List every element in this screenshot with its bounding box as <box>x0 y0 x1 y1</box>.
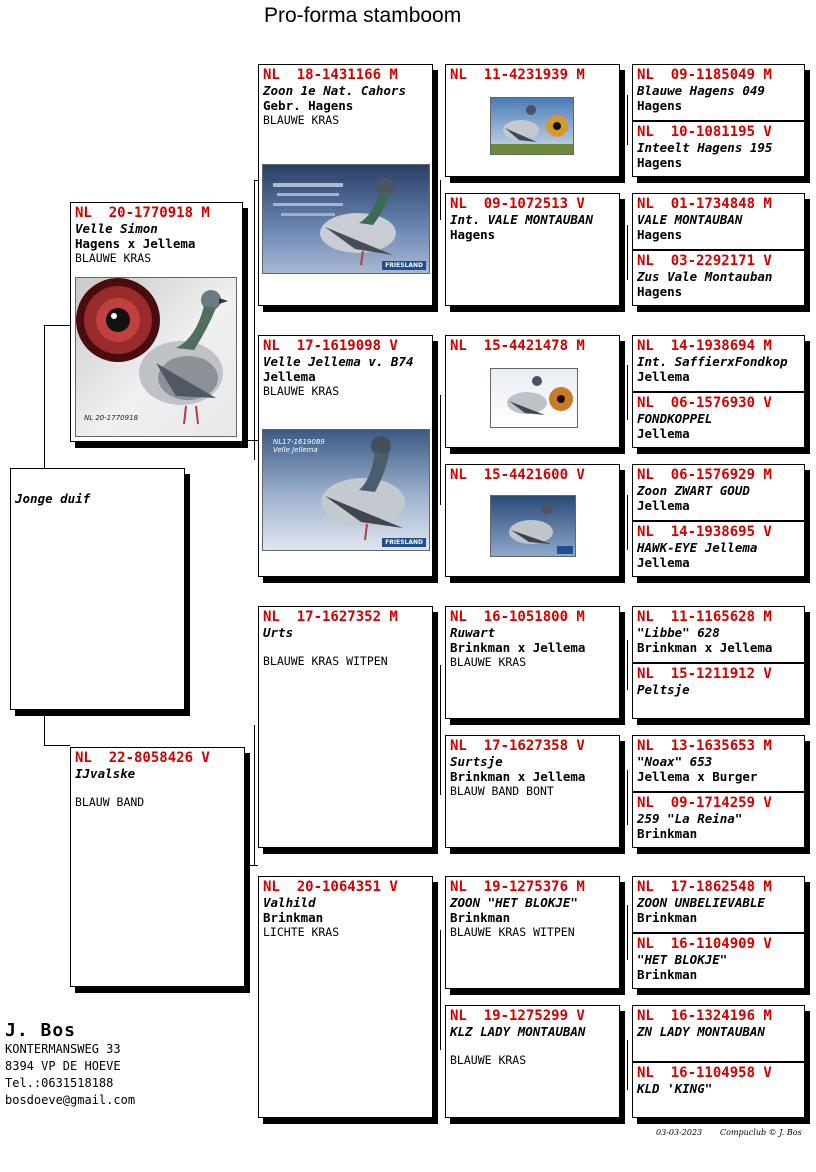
connector <box>627 495 628 550</box>
connector <box>254 440 255 460</box>
ring-number: NL 09-1185049 M <box>637 67 772 83</box>
footer-credit: Compuclub © J. Bos <box>720 1128 802 1137</box>
owner-contact <box>5 1020 135 1109</box>
ring-number: NL 15-1211912 V <box>637 666 772 682</box>
ring-number: NL 16-1104958 V <box>637 1065 772 1081</box>
pigeon-name: Peltsje <box>637 682 690 697</box>
connector <box>44 325 45 468</box>
gen4-card[interactable] <box>632 876 805 933</box>
great-grandparent-card[interactable] <box>445 606 620 719</box>
ring-number: NL 10-1081195 V <box>637 124 772 140</box>
ring-number: NL 22-8058426 V <box>75 750 210 766</box>
gen4-card[interactable] <box>632 521 805 577</box>
owner-street: KONTERMANSWEG 33 <box>5 1042 121 1056</box>
owner-name: J. Bos <box>5 1020 77 1041</box>
photo-caption: NL 20-1770918 <box>84 414 138 422</box>
photo-badge: FRIESLAND <box>382 261 426 270</box>
plumage-color: BLAUWE KRAS WITPEN <box>450 925 575 939</box>
pigeon-name: KLD 'KING" <box>637 1081 713 1096</box>
pigeon-name: Velle Jellema v. B74 <box>263 354 414 369</box>
ring-number: NL 06-1576930 V <box>637 395 772 411</box>
connector <box>44 710 45 746</box>
ring-number: NL 17-1627358 V <box>450 738 585 754</box>
ring-number: NL 20-1770918 M <box>75 205 210 221</box>
pigeon-name: Ruwart <box>450 625 496 640</box>
breeder: Brinkman <box>637 910 698 925</box>
connector <box>627 770 628 825</box>
plumage-color: BLAUWE KRAS <box>263 384 340 398</box>
gen4-card[interactable] <box>632 250 805 306</box>
owner-city: 8394 VP DE HOEVE <box>5 1059 121 1073</box>
pigeon-name: VALE MONTAUBAN <box>637 212 743 227</box>
breeder: Brinkman <box>637 967 698 982</box>
breeder: Hagens <box>637 155 683 170</box>
connector <box>627 365 628 420</box>
gen4-card[interactable] <box>632 121 805 177</box>
connector <box>627 640 628 690</box>
pigeon-name: FONDKOPPEL <box>637 411 713 426</box>
great-grandparent-card[interactable] <box>445 464 620 577</box>
gen4-card[interactable] <box>632 735 805 792</box>
gen4-card[interactable] <box>632 606 805 663</box>
breeder: Brinkman <box>450 910 511 925</box>
breeder: Hagens <box>637 98 683 113</box>
ring-number: NL 13-1635653 M <box>637 738 772 754</box>
breeder: Hagens <box>450 227 496 242</box>
ring-number: NL 17-1627352 M <box>263 609 398 625</box>
ring-number: NL 11-4231939 M <box>450 67 585 83</box>
pigeon-name: IJvalske <box>75 766 136 781</box>
ring-number: NL 19-1275299 V <box>450 1008 585 1024</box>
pigeon-photo <box>262 429 430 551</box>
photo-badge: FRIESLAND <box>382 538 426 547</box>
breeder: Jellema <box>637 498 690 513</box>
breeder: Hagens x Jellema <box>75 236 196 251</box>
breeder: Brinkman <box>263 910 324 925</box>
connector <box>440 180 441 220</box>
breeder: Jellema x Burger <box>637 769 758 784</box>
pigeon-photo <box>490 97 574 155</box>
ring-number: NL 18-1431166 M <box>263 67 398 83</box>
pigeon-name: "Noax" 653 <box>637 754 713 769</box>
breeder: Brinkman x Jellema <box>450 640 586 655</box>
subject-name: Jonge duif <box>15 491 91 506</box>
gen4-card[interactable] <box>632 335 805 392</box>
ring-number: NL 16-1104909 V <box>637 936 772 952</box>
connector <box>627 905 628 960</box>
owner-phone: Tel.:0631518188 <box>5 1076 114 1090</box>
connector <box>440 395 441 505</box>
ring-number: NL 16-1324196 M <box>637 1008 772 1024</box>
grandparent-card[interactable] <box>258 64 433 306</box>
pigeon-name: "HET BLOKJE" <box>637 952 728 967</box>
pigeon-photo <box>490 495 576 557</box>
connector <box>44 745 70 746</box>
ring-number: NL 03-2292171 V <box>637 253 772 269</box>
great-grandparent-card[interactable] <box>445 735 620 848</box>
gen4-card[interactable] <box>632 193 805 250</box>
connector <box>440 665 441 795</box>
pigeon-name: Int. VALE MONTAUBAN <box>450 212 593 227</box>
plumage-color: BLAUWE KRAS <box>450 1053 527 1067</box>
dam-card[interactable] <box>70 747 245 987</box>
ring-number: NL 15-4421600 V <box>450 467 585 483</box>
great-grandparent-card[interactable] <box>445 335 620 448</box>
ring-number: NL 15-4421478 M <box>450 338 585 354</box>
breeder: Jellema <box>263 369 316 384</box>
pigeon-name: Velle Simon <box>75 221 158 236</box>
ring-number: NL 09-1714259 V <box>637 795 772 811</box>
breeder: Brinkman x Jellema <box>450 769 586 784</box>
sire-card[interactable] <box>70 202 243 442</box>
ring-number: NL 19-1275376 M <box>450 879 585 895</box>
plumage-color: BLAUWE KRAS <box>75 251 152 265</box>
pigeon-photo <box>262 164 430 274</box>
breeder: Hagens <box>637 284 683 299</box>
connector <box>254 725 255 865</box>
pigeon-name: ZN LADY MONTAUBAN <box>637 1024 765 1039</box>
gen4-card[interactable] <box>632 1062 805 1118</box>
connector <box>254 180 255 440</box>
ring-number: NL 17-1862548 M <box>637 879 772 895</box>
ring-number: NL 06-1576929 M <box>637 467 772 483</box>
pigeon-name: HAWK-EYE Jellema <box>637 540 758 555</box>
ring-number: NL 20-1064351 V <box>263 879 398 895</box>
plumage-color: BLAUW BAND <box>75 795 145 809</box>
great-grandparent-card[interactable] <box>445 193 620 306</box>
gen4-card[interactable] <box>632 663 805 719</box>
page-title: Pro-forma stamboom <box>264 4 462 27</box>
pigeon-photo <box>75 277 237 437</box>
connector <box>627 225 628 280</box>
pigeon-name: Zoon 1e Nat. Cahors <box>263 83 406 98</box>
pigeon-name: Valhild <box>263 895 316 910</box>
connector <box>440 930 441 1050</box>
subject-card[interactable] <box>10 468 185 710</box>
plumage-color: BLAUW BAND BONT <box>450 784 554 798</box>
pigeon-name: ZOON UNBELIEVABLE <box>637 895 765 910</box>
gen4-card[interactable] <box>632 933 805 989</box>
gen4-card[interactable] <box>632 792 805 848</box>
plumage-color: BLAUWE KRAS <box>450 655 527 669</box>
grandparent-card[interactable] <box>258 335 433 577</box>
breeder: Jellema <box>637 555 690 570</box>
ring-number: NL 16-1051800 M <box>450 609 585 625</box>
ring-number: NL 11-1165628 M <box>637 609 772 625</box>
ring-number: NL 09-1072513 V <box>450 196 585 212</box>
pigeon-name: Urts <box>263 625 294 640</box>
great-grandparent-card[interactable] <box>445 876 620 989</box>
plumage-color: BLAUWE KRAS WITPEN <box>263 654 388 668</box>
connector <box>44 325 70 326</box>
gen4-card[interactable] <box>632 64 805 121</box>
great-grandparent-card[interactable] <box>445 64 620 177</box>
pigeon-name: Zus Vale Montauban <box>637 269 773 284</box>
gen4-card[interactable] <box>632 464 805 521</box>
owner-email[interactable]: bosdoeve@gmail.com <box>5 1093 136 1107</box>
grandparent-card[interactable] <box>258 606 433 848</box>
plumage-color: BLAUWE KRAS <box>263 113 340 127</box>
gen4-card[interactable] <box>632 1005 805 1062</box>
pigeon-name: KLZ LADY MONTAUBAN <box>450 1024 586 1039</box>
grandparent-card[interactable] <box>258 876 433 1118</box>
ring-number: NL 14-1938695 V <box>637 524 772 540</box>
breeder: Hagens <box>637 227 683 242</box>
ring-number: NL 14-1938694 M <box>637 338 772 354</box>
ring-number: NL 17-1619098 V <box>263 338 398 354</box>
pigeon-name: "Libbe" 628 <box>637 625 720 640</box>
pigeon-name: Int. SaffierxFondkop <box>637 354 788 369</box>
pigeon-name: Blauwe Hagens 049 <box>637 83 765 98</box>
breeder: Jellema <box>637 426 690 441</box>
connector <box>243 865 258 866</box>
breeder: Brinkman <box>637 826 698 841</box>
pigeon-photo <box>490 368 578 428</box>
plumage-color: LICHTE KRAS <box>263 925 340 939</box>
pigeon-name: 259 "La Reina" <box>637 811 743 826</box>
connector <box>627 1040 628 1090</box>
great-grandparent-card[interactable] <box>445 1005 620 1118</box>
gen4-card[interactable] <box>632 392 805 448</box>
pigeon-name: Inteelt Hagens 195 <box>637 140 773 155</box>
photo-caption: NL17-1619089 Velle Jellema <box>273 438 325 454</box>
connector <box>627 95 628 145</box>
pigeon-name: Zoon ZWART GOUD <box>637 483 750 498</box>
footer-date: 03-03-2023 <box>656 1128 703 1137</box>
breeder: Brinkman x Jellema <box>637 640 773 655</box>
breeder: Jellema <box>637 369 690 384</box>
breeder: Gebr. Hagens <box>263 98 354 113</box>
ring-number: NL 01-1734848 M <box>637 196 772 212</box>
pigeon-name: Surtsje <box>450 754 503 769</box>
pigeon-name: ZOON "HET BLOKJE" <box>450 895 578 910</box>
